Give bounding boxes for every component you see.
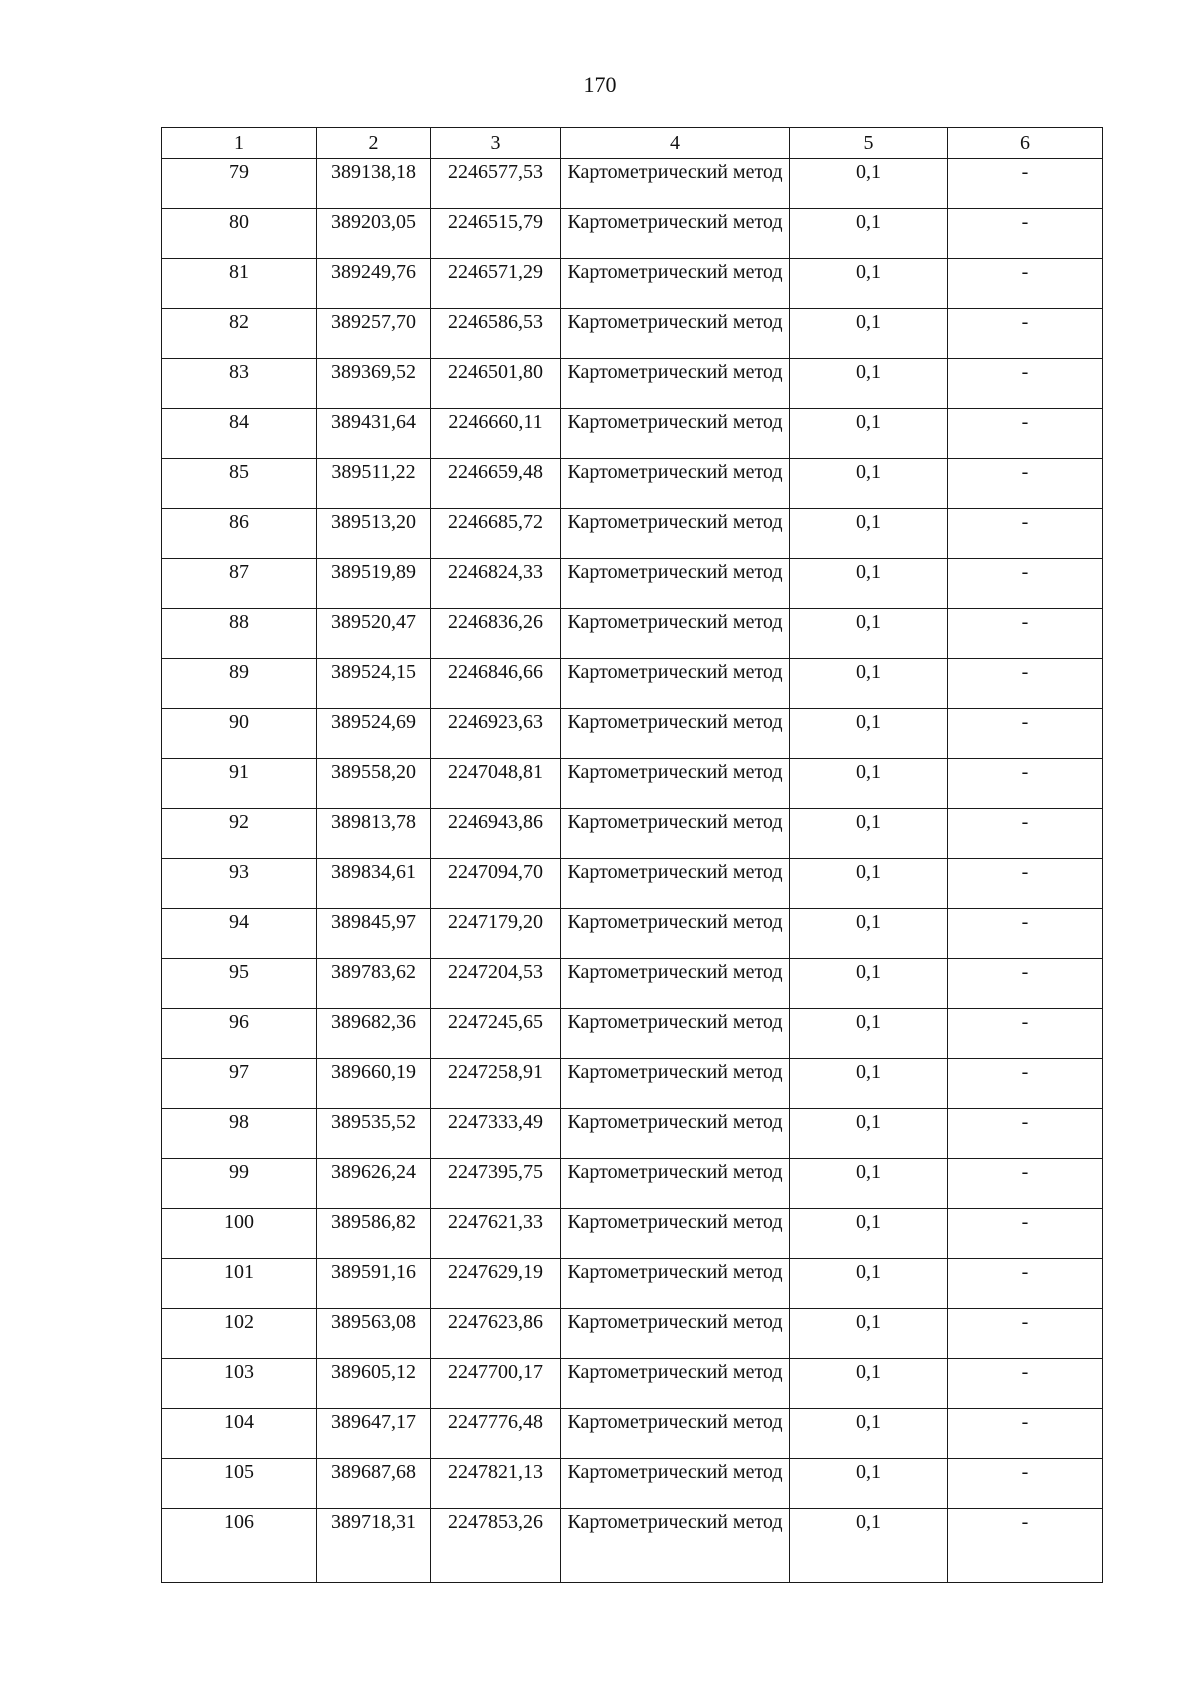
cell-point-number: 90 — [162, 709, 317, 759]
cell-accuracy: 0,1 — [790, 509, 948, 559]
cell-method: Картометрический метод — [561, 1009, 790, 1059]
table-row — [162, 259, 1103, 309]
cell-note: - — [948, 309, 1103, 359]
cell-note: - — [948, 809, 1103, 859]
cell-point-number: 100 — [162, 1209, 317, 1259]
cell-accuracy: 0,1 — [790, 1109, 948, 1159]
cell-note: - — [948, 609, 1103, 659]
cell-y-coordinate: 2247245,65 — [431, 1009, 561, 1059]
cell-x-coordinate: 389519,89 — [317, 559, 431, 609]
cell-note: - — [948, 1509, 1103, 1583]
cell-note: - — [948, 509, 1103, 559]
cell-y-coordinate: 2247629,19 — [431, 1259, 561, 1309]
cell-x-coordinate: 389845,97 — [317, 909, 431, 959]
cell-x-coordinate: 389660,19 — [317, 1059, 431, 1109]
cell-point-number: 104 — [162, 1409, 317, 1459]
cell-accuracy: 0,1 — [790, 159, 948, 209]
cell-accuracy: 0,1 — [790, 309, 948, 359]
cell-accuracy: 0,1 — [790, 259, 948, 309]
header-col-6: 6 — [948, 128, 1103, 159]
cell-note: - — [948, 959, 1103, 1009]
cell-y-coordinate: 2247204,53 — [431, 959, 561, 1009]
cell-x-coordinate: 389511,22 — [317, 459, 431, 509]
cell-x-coordinate: 389834,61 — [317, 859, 431, 909]
cell-y-coordinate: 2246586,53 — [431, 309, 561, 359]
cell-note: - — [948, 1009, 1103, 1059]
cell-method: Картометрический метод — [561, 909, 790, 959]
cell-x-coordinate: 389783,62 — [317, 959, 431, 1009]
page-number: 170 — [583, 72, 617, 97]
cell-point-number: 103 — [162, 1359, 317, 1409]
cell-x-coordinate: 389524,69 — [317, 709, 431, 759]
cell-x-coordinate: 389203,05 — [317, 209, 431, 259]
cell-y-coordinate: 2246836,26 — [431, 609, 561, 659]
cell-point-number: 93 — [162, 859, 317, 909]
cell-note: - — [948, 1409, 1103, 1459]
cell-x-coordinate: 389249,76 — [317, 259, 431, 309]
cell-point-number: 86 — [162, 509, 317, 559]
cell-accuracy: 0,1 — [790, 1509, 948, 1583]
table-row — [162, 809, 1103, 859]
cell-point-number: 79 — [162, 159, 317, 209]
table-row — [162, 959, 1103, 1009]
cell-method: Картометрический метод — [561, 1409, 790, 1459]
cell-y-coordinate: 2246577,53 — [431, 159, 561, 209]
cell-point-number: 80 — [162, 209, 317, 259]
cell-y-coordinate: 2247621,33 — [431, 1209, 561, 1259]
cell-method: Картометрический метод — [561, 1259, 790, 1309]
cell-method: Картометрический метод — [561, 609, 790, 659]
cell-point-number: 89 — [162, 659, 317, 709]
cell-y-coordinate: 2246501,80 — [431, 359, 561, 409]
cell-y-coordinate: 2246515,79 — [431, 209, 561, 259]
cell-method: Картометрический метод — [561, 759, 790, 809]
cell-method: Картометрический метод — [561, 409, 790, 459]
table-row — [162, 1309, 1103, 1359]
cell-accuracy: 0,1 — [790, 759, 948, 809]
cell-accuracy: 0,1 — [790, 1209, 948, 1259]
cell-x-coordinate: 389813,78 — [317, 809, 431, 859]
header-row — [162, 128, 1103, 159]
cell-y-coordinate: 2247853,26 — [431, 1509, 561, 1583]
cell-note: - — [948, 1459, 1103, 1509]
cell-point-number: 85 — [162, 459, 317, 509]
cell-x-coordinate: 389524,15 — [317, 659, 431, 709]
table-row — [162, 1059, 1103, 1109]
table-row — [162, 859, 1103, 909]
cell-y-coordinate: 2246660,11 — [431, 409, 561, 459]
cell-note: - — [948, 1109, 1103, 1159]
cell-method: Картометрический метод — [561, 959, 790, 1009]
cell-note: - — [948, 659, 1103, 709]
cell-point-number: 83 — [162, 359, 317, 409]
table-row — [162, 359, 1103, 409]
cell-x-coordinate: 389682,36 — [317, 1009, 431, 1059]
cell-note: - — [948, 1209, 1103, 1259]
cell-point-number: 92 — [162, 809, 317, 859]
cell-method: Картометрический метод — [561, 509, 790, 559]
cell-x-coordinate: 389586,82 — [317, 1209, 431, 1259]
cell-method: Картометрический метод — [561, 259, 790, 309]
table-row — [162, 1109, 1103, 1159]
cell-x-coordinate: 389687,68 — [317, 1459, 431, 1509]
table-row — [162, 659, 1103, 709]
cell-point-number: 97 — [162, 1059, 317, 1109]
header-col-2: 2 — [317, 128, 431, 159]
cell-y-coordinate: 2246571,29 — [431, 259, 561, 309]
cell-note: - — [948, 1309, 1103, 1359]
cell-accuracy: 0,1 — [790, 959, 948, 1009]
cell-accuracy: 0,1 — [790, 709, 948, 759]
coordinates-table — [161, 127, 1103, 1583]
cell-y-coordinate: 2247333,49 — [431, 1109, 561, 1159]
cell-note: - — [948, 259, 1103, 309]
cell-y-coordinate: 2247258,91 — [431, 1059, 561, 1109]
cell-note: - — [948, 159, 1103, 209]
cell-point-number: 88 — [162, 609, 317, 659]
header-col-4: 4 — [561, 128, 790, 159]
cell-point-number: 94 — [162, 909, 317, 959]
cell-x-coordinate: 389138,18 — [317, 159, 431, 209]
cell-accuracy: 0,1 — [790, 559, 948, 609]
cell-note: - — [948, 1259, 1103, 1309]
cell-y-coordinate: 2246923,63 — [431, 709, 561, 759]
cell-point-number: 96 — [162, 1009, 317, 1059]
cell-method: Картометрический метод — [561, 1309, 790, 1359]
cell-point-number: 84 — [162, 409, 317, 459]
table-row — [162, 559, 1103, 609]
cell-method: Картометрический метод — [561, 859, 790, 909]
cell-accuracy: 0,1 — [790, 459, 948, 509]
table-row — [162, 459, 1103, 509]
cell-accuracy: 0,1 — [790, 1009, 948, 1059]
table-row — [162, 1459, 1103, 1509]
cell-y-coordinate: 2247623,86 — [431, 1309, 561, 1359]
cell-y-coordinate: 2247821,13 — [431, 1459, 561, 1509]
table-row — [162, 759, 1103, 809]
table-row — [162, 1509, 1103, 1583]
cell-x-coordinate: 389591,16 — [317, 1259, 431, 1309]
cell-method: Картометрический метод — [561, 459, 790, 509]
cell-accuracy: 0,1 — [790, 809, 948, 859]
cell-accuracy: 0,1 — [790, 1459, 948, 1509]
cell-x-coordinate: 389431,64 — [317, 409, 431, 459]
cell-x-coordinate: 389626,24 — [317, 1159, 431, 1209]
cell-accuracy: 0,1 — [790, 1359, 948, 1409]
cell-x-coordinate: 389558,20 — [317, 759, 431, 809]
cell-method: Картометрический метод — [561, 1509, 790, 1583]
cell-y-coordinate: 2247094,70 — [431, 859, 561, 909]
table-row — [162, 1159, 1103, 1209]
cell-method: Картометрический метод — [561, 659, 790, 709]
table-row — [162, 1409, 1103, 1459]
cell-x-coordinate: 389647,17 — [317, 1409, 431, 1459]
cell-point-number: 101 — [162, 1259, 317, 1309]
cell-accuracy: 0,1 — [790, 1309, 948, 1359]
table-row — [162, 1359, 1103, 1409]
cell-x-coordinate: 389257,70 — [317, 309, 431, 359]
cell-y-coordinate: 2246824,33 — [431, 559, 561, 609]
cell-method: Картометрический метод — [561, 559, 790, 609]
cell-y-coordinate: 2247700,17 — [431, 1359, 561, 1409]
cell-point-number: 82 — [162, 309, 317, 359]
cell-point-number: 102 — [162, 1309, 317, 1359]
cell-note: - — [948, 409, 1103, 459]
cell-accuracy: 0,1 — [790, 909, 948, 959]
table-row — [162, 1009, 1103, 1059]
cell-x-coordinate: 389520,47 — [317, 609, 431, 659]
cell-note: - — [948, 209, 1103, 259]
table-header — [162, 128, 1103, 159]
cell-y-coordinate: 2246943,86 — [431, 809, 561, 859]
table-row — [162, 409, 1103, 459]
cell-method: Картометрический метод — [561, 1109, 790, 1159]
cell-accuracy: 0,1 — [790, 359, 948, 409]
cell-note: - — [948, 1359, 1103, 1409]
cell-y-coordinate: 2247776,48 — [431, 1409, 561, 1459]
cell-y-coordinate: 2247048,81 — [431, 759, 561, 809]
cell-method: Картометрический метод — [561, 209, 790, 259]
cell-note: - — [948, 359, 1103, 409]
header-col-3: 3 — [431, 128, 561, 159]
table-row — [162, 609, 1103, 659]
table-row — [162, 309, 1103, 359]
cell-note: - — [948, 759, 1103, 809]
cell-x-coordinate: 389513,20 — [317, 509, 431, 559]
cell-y-coordinate: 2246685,72 — [431, 509, 561, 559]
cell-point-number: 98 — [162, 1109, 317, 1159]
cell-accuracy: 0,1 — [790, 1259, 948, 1309]
cell-note: - — [948, 1059, 1103, 1109]
cell-accuracy: 0,1 — [790, 1159, 948, 1209]
cell-point-number: 106 — [162, 1509, 317, 1583]
cell-y-coordinate: 2247395,75 — [431, 1159, 561, 1209]
cell-x-coordinate: 389605,12 — [317, 1359, 431, 1409]
cell-method: Картометрический метод — [561, 1359, 790, 1409]
cell-method: Картометрический метод — [561, 1209, 790, 1259]
cell-point-number: 99 — [162, 1159, 317, 1209]
cell-point-number: 95 — [162, 959, 317, 1009]
cell-method: Картометрический метод — [561, 1059, 790, 1109]
table-row — [162, 1209, 1103, 1259]
cell-note: - — [948, 559, 1103, 609]
cell-x-coordinate: 389563,08 — [317, 1309, 431, 1359]
cell-note: - — [948, 909, 1103, 959]
cell-accuracy: 0,1 — [790, 1409, 948, 1459]
cell-note: - — [948, 709, 1103, 759]
cell-accuracy: 0,1 — [790, 609, 948, 659]
cell-method: Картометрический метод — [561, 709, 790, 759]
cell-note: - — [948, 859, 1103, 909]
cell-x-coordinate: 389535,52 — [317, 1109, 431, 1159]
header-col-1: 1 — [162, 128, 317, 159]
cell-method: Картометрический метод — [561, 1159, 790, 1209]
cell-y-coordinate: 2246659,48 — [431, 459, 561, 509]
table-row — [162, 209, 1103, 259]
cell-accuracy: 0,1 — [790, 859, 948, 909]
cell-x-coordinate: 389718,31 — [317, 1509, 431, 1583]
cell-x-coordinate: 389369,52 — [317, 359, 431, 409]
cell-method: Картометрический метод — [561, 359, 790, 409]
cell-method: Картометрический метод — [561, 159, 790, 209]
table-body — [162, 159, 1103, 1583]
cell-note: - — [948, 459, 1103, 509]
cell-note: - — [948, 1159, 1103, 1209]
table-row — [162, 909, 1103, 959]
table-row — [162, 709, 1103, 759]
cell-method: Картометрический метод — [561, 809, 790, 859]
cell-y-coordinate: 2247179,20 — [431, 909, 561, 959]
cell-point-number: 105 — [162, 1459, 317, 1509]
cell-accuracy: 0,1 — [790, 659, 948, 709]
table-row — [162, 159, 1103, 209]
cell-point-number: 81 — [162, 259, 317, 309]
cell-point-number: 87 — [162, 559, 317, 609]
cell-accuracy: 0,1 — [790, 209, 948, 259]
cell-method: Картометрический метод — [561, 1459, 790, 1509]
cell-method: Картометрический метод — [561, 309, 790, 359]
cell-point-number: 91 — [162, 759, 317, 809]
cell-accuracy: 0,1 — [790, 1059, 948, 1109]
table-row — [162, 509, 1103, 559]
cell-y-coordinate: 2246846,66 — [431, 659, 561, 709]
table-row — [162, 1259, 1103, 1309]
cell-accuracy: 0,1 — [790, 409, 948, 459]
header-col-5: 5 — [790, 128, 948, 159]
